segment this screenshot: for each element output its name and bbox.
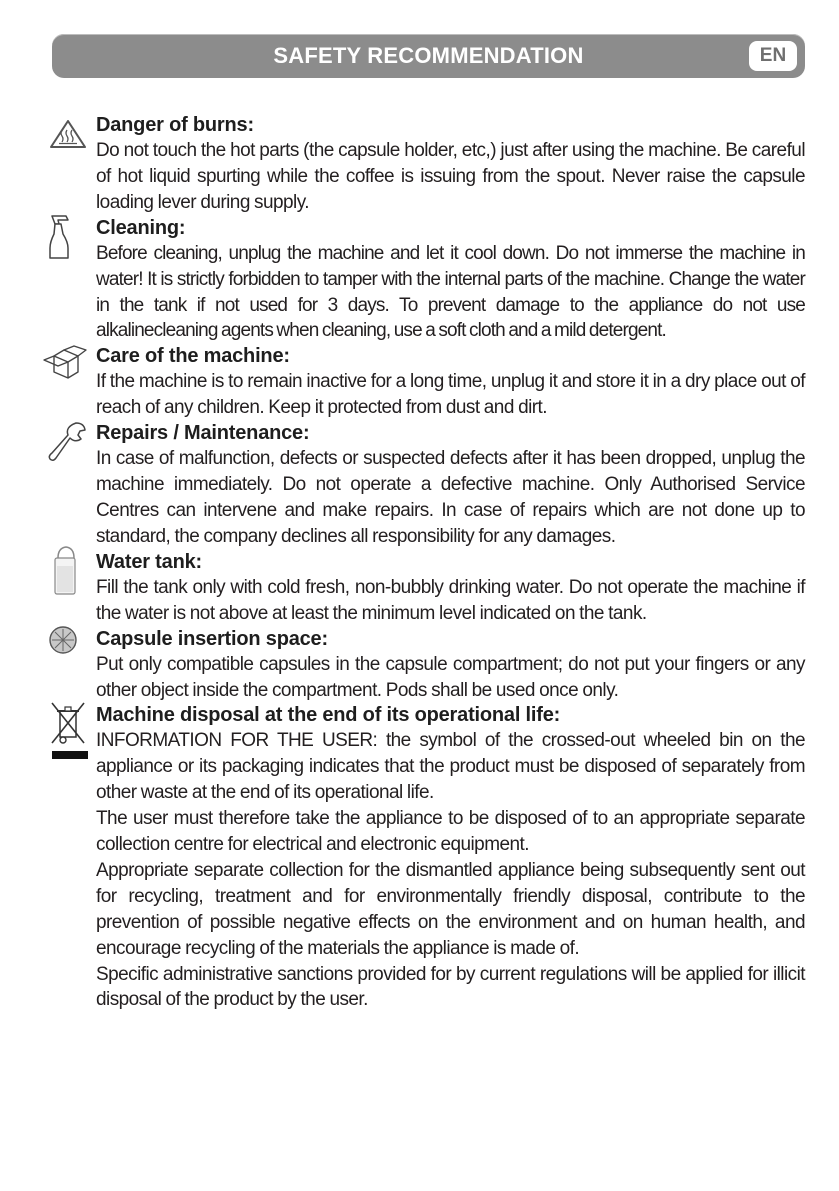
section-water-tank [96, 550, 805, 627]
section-capsule-insertion-space [96, 627, 805, 704]
section-text: INFORMATION FOR THE USER: the symbol of the crossed-out wheeled bin on the appliance or its packaging indicates that the product must be disposed of separately from other waste at the end of its operational life. [96, 730, 805, 804]
section-text: Fill the tank only with cold fresh, non-bubbly drinking water. Do not operate the machine if the water is not above at least the minimum level indicated on the tank. [96, 576, 805, 624]
section-heading: Repairs / Maintenance: [96, 422, 310, 445]
section-machine-disposal [96, 703, 805, 1013]
section-heading: Care of the machine: [96, 345, 290, 368]
crossed-out-bin-icon [48, 699, 88, 747]
section-text: Before cleaning, unplug the machine and let it cool down. Do not immerse the machine in water! It is strictly forbidden to tamper with the internal parts of the machine. Change the water in the tank if not used for 3 days. To prevent damage to the appliance do not use alkalinecleaning agents when cleaning, use a soft cloth and a mild detergent. [96, 242, 805, 342]
section-text: In case of malfunction, defects or suspected defects after it has been dropped, unplug the machine immediately. Do not operate a defective machine. Only Authorised Service Centres can intervene and make repairs. In case of repairs which are not done up to standard, the company declines all responsibility for any damages. [96, 448, 805, 547]
separate-collection-bar [52, 751, 88, 759]
section-heading: Danger of burns: [96, 114, 254, 136]
section-danger-of-burns [96, 113, 805, 216]
section-text: Put only compatible capsules in the capsule compartment; do not put your fingers or any other object inside the compartment. Pods shall be used once only. [96, 653, 805, 701]
safety-content [96, 113, 805, 1013]
section-heading: Water tank: [96, 550, 202, 573]
section-text: Do not touch the hot parts (the capsule holder, etc,) just after using the machine. Be careful of hot liquid spurting while the coffee is issuing from the spout. Never raise the capsule loading lever during supply. [96, 140, 805, 213]
section-text: Specific administrative sanctions provided for by current regulations will be applied for illicit disposal of the product by the user. [96, 963, 805, 1011]
wrench-icon [48, 421, 88, 463]
hot-surface-warning-icon [48, 115, 88, 155]
section-care-of-the-machine [96, 344, 805, 421]
section-text: The user must therefore take the appliance to be disposed of to an appropriate separate collection centre for electrical and electronic equipment. [96, 808, 805, 856]
language-badge: EN [749, 41, 797, 71]
section-heading: Machine disposal at the end of its operational life: [96, 704, 561, 727]
section-text: Appropriate separate collection for the dismantled appliance being subsequently sent out for recycling, treatment and for environmentally friendly disposal, contribute to the prevention of possible negative effects on the environment and on human health, and encourage recycling of the materials the appliance is made of. [96, 859, 805, 959]
section-repairs-maintenance [96, 421, 805, 550]
water-tank-icon [50, 544, 80, 596]
section-heading: Cleaning: [96, 216, 186, 239]
spray-bottle-icon [46, 212, 74, 260]
page-title: SAFETY RECOMMENDATION [273, 43, 584, 68]
open-box-icon [40, 340, 88, 380]
capsule-grid-icon [48, 625, 78, 655]
section-text: If the machine is to remain inactive for a long time, unplug it and store it in a dry place out of reach of any children. Keep it protected from dust and dirt. [96, 371, 805, 419]
section-cleaning [96, 216, 805, 345]
header-bar [52, 34, 805, 78]
section-heading: Capsule insertion space: [96, 627, 328, 650]
